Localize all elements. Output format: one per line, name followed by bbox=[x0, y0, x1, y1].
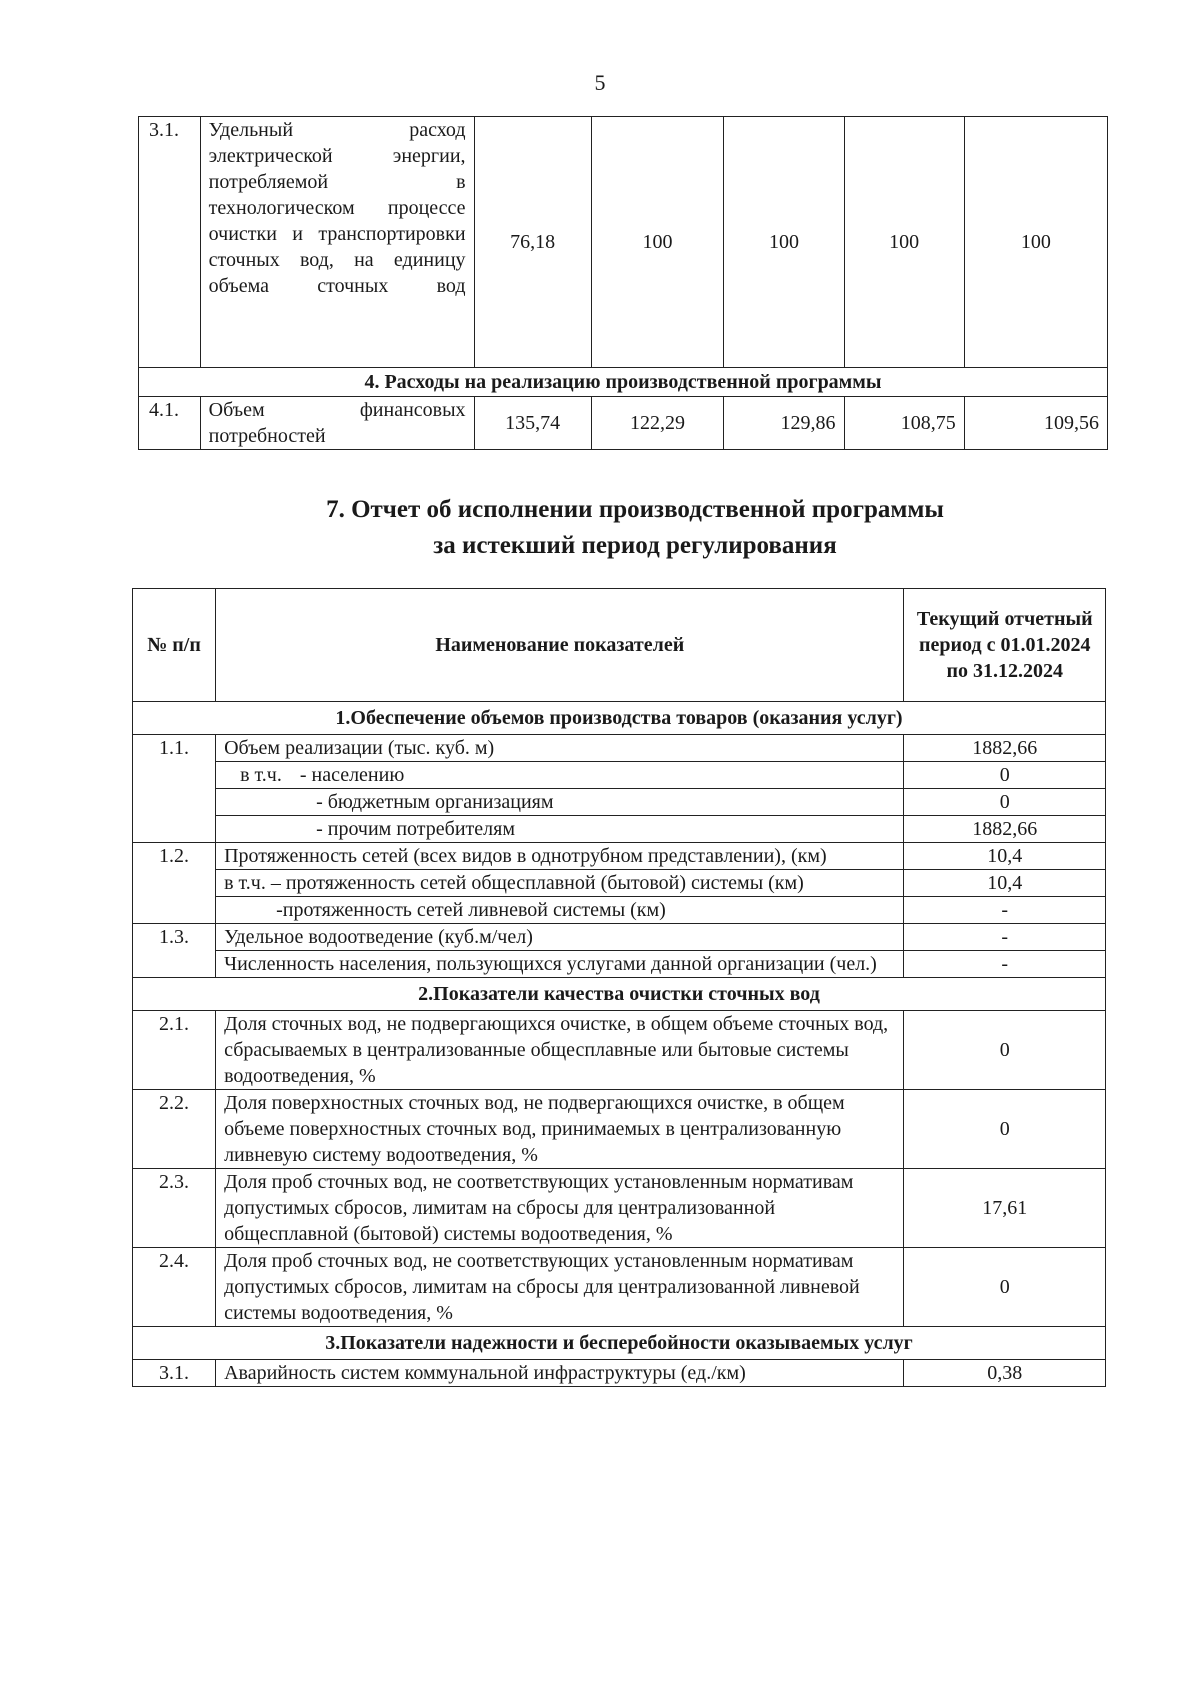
table-row bbox=[133, 870, 1106, 897]
table-row bbox=[133, 816, 1106, 843]
section-title: 2.Показатели качества очистки сточных вод bbox=[133, 978, 1106, 1011]
value-cell: 10,4 bbox=[904, 843, 1106, 870]
row-name: Доля проб сточных вод, не соответствующих установленным нормативам допустимых сбросов, лимитам на сбросы для централизованной ливневой системы водоотведения, % bbox=[216, 1248, 904, 1327]
value-cell: 1882,66 bbox=[904, 816, 1106, 843]
heading-line: за истекший период регулирования bbox=[433, 532, 837, 559]
row-number: 2.1. bbox=[133, 1011, 216, 1090]
value-cell: 108,75 bbox=[844, 397, 964, 450]
section-heading bbox=[0, 492, 1200, 564]
value-cell: 122,29 bbox=[591, 397, 724, 450]
row-subname: - населению bbox=[299, 764, 405, 786]
row-name bbox=[216, 762, 904, 789]
value-cell: 109,56 bbox=[964, 397, 1107, 450]
section-title: 3.Показатели надежности и бесперебойности оказываемых услуг bbox=[133, 1327, 1106, 1360]
table-row bbox=[133, 951, 1106, 978]
value-cell: 0 bbox=[904, 789, 1106, 816]
row-name: Численность населения, пользующихся услугами данной организации (чел.) bbox=[216, 951, 904, 978]
table-row bbox=[139, 117, 1108, 368]
value-cell: 10,4 bbox=[904, 870, 1106, 897]
row-name: - бюджетным организациям bbox=[216, 789, 904, 816]
report-table bbox=[132, 588, 1106, 1387]
value-cell: - bbox=[904, 951, 1106, 978]
row-number: 4.1. bbox=[139, 397, 201, 450]
row-number: 1.1. bbox=[133, 735, 216, 843]
row-prefix: в т.ч. bbox=[240, 764, 282, 786]
section-title: 1.Обеспечение объемов производства товаров (оказания услуг) bbox=[133, 702, 1106, 735]
table-row bbox=[133, 1248, 1106, 1327]
header-row bbox=[133, 589, 1106, 702]
section-row bbox=[133, 978, 1106, 1011]
section-row bbox=[133, 1327, 1106, 1360]
row-name: Доля поверхностных сточных вод, не подвергающихся очистке, в общем объеме поверхностных сточных вод, принимаемых в централизованную ливневую систему водоотведения, % bbox=[216, 1090, 904, 1169]
row-number: 2.4. bbox=[133, 1248, 216, 1327]
value-cell: 100 bbox=[724, 117, 844, 368]
row-name: Доля проб сточных вод, не соответствующих установленным нормативам допустимых сбросов, лимитам на сбросы для централизованной общесплавной (бытовой) системы водоотведения, % bbox=[216, 1169, 904, 1248]
top-table bbox=[138, 116, 1108, 450]
row-number: 2.2. bbox=[133, 1090, 216, 1169]
table-row bbox=[133, 843, 1106, 870]
value-cell: 76,18 bbox=[474, 117, 591, 368]
table-row bbox=[139, 397, 1108, 450]
row-name: Удельное водоотведение (куб.м/чел) bbox=[216, 924, 904, 951]
value-cell: 0 bbox=[904, 1090, 1106, 1169]
row-number: 1.2. bbox=[133, 843, 216, 924]
table-row bbox=[133, 1360, 1106, 1387]
row-number: 3.1. bbox=[133, 1360, 216, 1387]
value-cell: 1882,66 bbox=[904, 735, 1106, 762]
table-row bbox=[133, 762, 1106, 789]
row-name: -протяженность сетей ливневой системы (км) bbox=[216, 897, 904, 924]
value-cell: 129,86 bbox=[724, 397, 844, 450]
header-num: № п/п bbox=[133, 589, 216, 702]
row-name: в т.ч. – протяженность сетей общесплавной (бытовой) системы (км) bbox=[216, 870, 904, 897]
value-cell: - bbox=[904, 924, 1106, 951]
row-number: 2.3. bbox=[133, 1169, 216, 1248]
section-title: 4. Расходы на реализацию производственной программы bbox=[139, 368, 1108, 397]
value-cell: 0 bbox=[904, 1248, 1106, 1327]
section-row bbox=[133, 702, 1106, 735]
value-cell: 0 bbox=[904, 1011, 1106, 1090]
row-name: Доля сточных вод, не подвергающихся очистке, в общем объеме сточных вод, сбрасываемых в централизованные общесплавные или бытовые системы водоотведения, % bbox=[216, 1011, 904, 1090]
row-name: Протяженность сетей (всех видов в однотрубном представлении), (км) bbox=[216, 843, 904, 870]
row-name: Объем финансовых потребностей bbox=[200, 397, 474, 450]
value-cell: 100 bbox=[844, 117, 964, 368]
row-name: - прочим потребителям bbox=[216, 816, 904, 843]
value-cell: 17,61 bbox=[904, 1169, 1106, 1248]
header-period: Текущий отчетный период с 01.01.2024 по 31.12.2024 bbox=[904, 589, 1106, 702]
table-row bbox=[133, 789, 1106, 816]
header-name: Наименование показателей bbox=[216, 589, 904, 702]
value-cell: 100 bbox=[591, 117, 724, 368]
value-cell: - bbox=[904, 897, 1106, 924]
table-row bbox=[133, 924, 1106, 951]
row-name: Объем реализации (тыс. куб. м) bbox=[216, 735, 904, 762]
section-row bbox=[139, 368, 1108, 397]
page-number: 5 bbox=[594, 70, 606, 95]
table-row bbox=[133, 1011, 1106, 1090]
value-cell: 100 bbox=[964, 117, 1107, 368]
row-number: 1.3. bbox=[133, 924, 216, 978]
value-cell: 0 bbox=[904, 762, 1106, 789]
table-row bbox=[133, 735, 1106, 762]
row-name: Аварийность систем коммунальной инфраструктуры (ед./км) bbox=[216, 1360, 904, 1387]
value-cell: 0,38 bbox=[904, 1360, 1106, 1387]
table-row bbox=[133, 897, 1106, 924]
row-name: Удельный расход электрической энергии, потребляемой в технологическом процессе очистки и транспортировки сточных вод, на единицу объема сточных вод bbox=[200, 117, 474, 368]
table-row bbox=[133, 1090, 1106, 1169]
value-cell: 135,74 bbox=[474, 397, 591, 450]
row-number: 3.1. bbox=[139, 117, 201, 368]
table-row bbox=[133, 1169, 1106, 1248]
heading-line: 7. Отчет об исполнении производственной программы bbox=[326, 496, 944, 523]
